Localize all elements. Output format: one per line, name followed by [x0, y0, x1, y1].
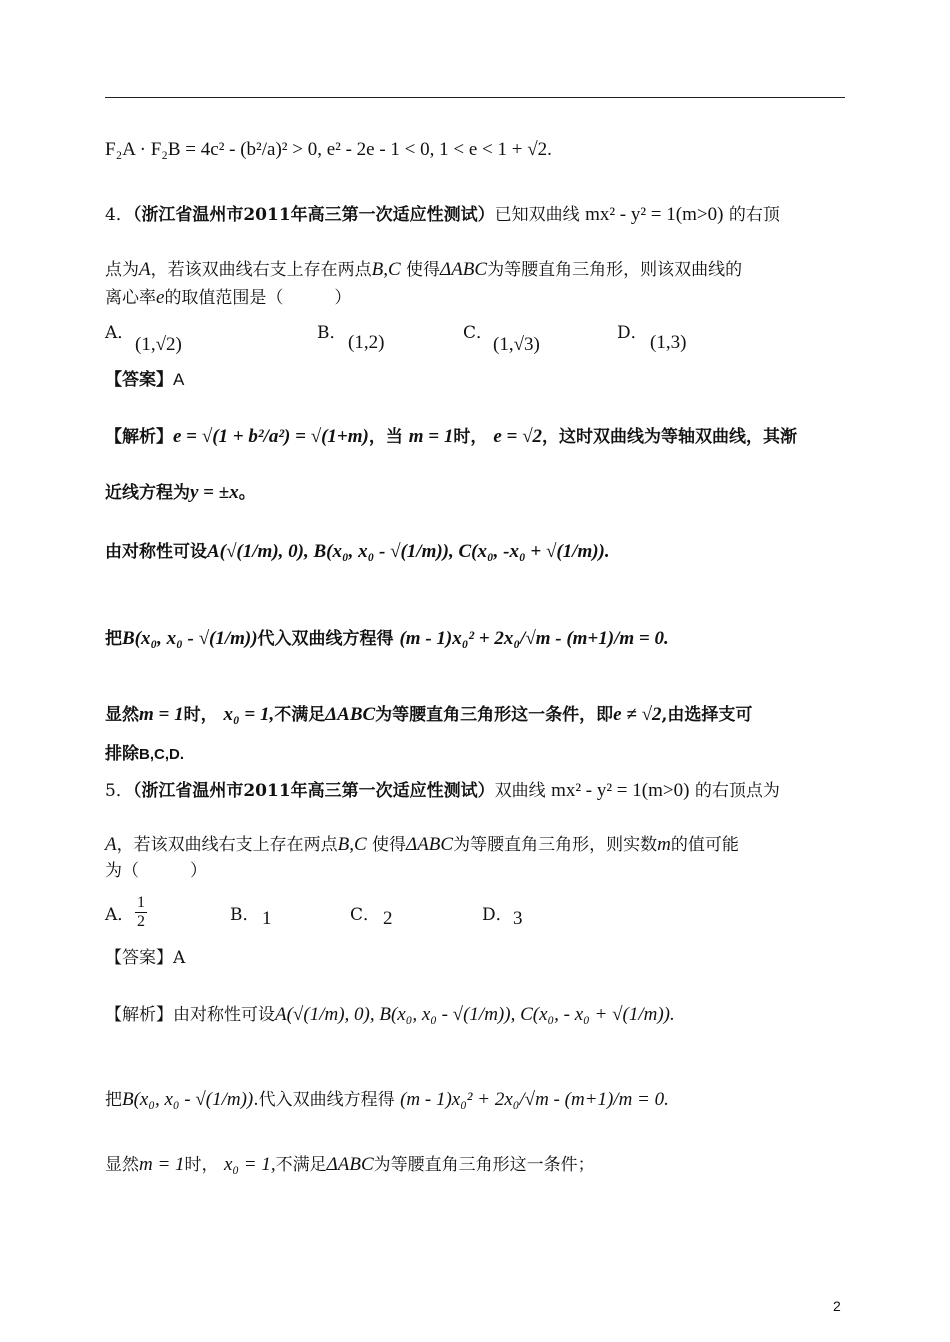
- q4-conclusion-line2: [105, 741, 850, 768]
- q4-analysis-text-3: ，这时双曲线为等轴双曲线，其渐: [542, 427, 797, 447]
- q4-stem-text: 已知双曲线: [494, 205, 580, 225]
- question-5-line2: [105, 830, 850, 860]
- q4-line2-text-4: 为等腰直角三角形，则该双曲线的: [487, 260, 743, 280]
- q4-m-equals-1: m = 1: [408, 426, 454, 447]
- q5-option-a-value: [135, 894, 147, 930]
- q4-period: 。: [238, 483, 256, 503]
- top-formula-text: F₂A · F₂B = 4c² - (b²/a)² > 0, e² - 2e - 1 < 0, 1 < e < 1 + √2.: [105, 139, 552, 160]
- q5-option-b-value: 1: [262, 908, 272, 929]
- q4-eccentricity-e: e: [156, 287, 165, 308]
- q5-line2-text-2: 使得: [372, 835, 407, 855]
- q5-line3-text: 为（ ）: [105, 861, 207, 881]
- q4-e-sqrt2: e = √2: [493, 426, 542, 447]
- q4-symmetry-points: A(√(1/m), 0), B(x₀, x₀ - √(1/m)), C(x₀, -x₀ + √(1/m)).: [207, 541, 610, 562]
- q5-stem-text-2: 的右顶点为: [694, 781, 780, 801]
- q4-analysis-text-2: 时，: [453, 427, 488, 447]
- q5-conclusion-text-4: 为等腰直角三角形这一条件；: [373, 1155, 595, 1175]
- q4-option-a-value: (1,√2): [135, 334, 182, 355]
- q4-conclusion-triangle: ΔABC: [325, 704, 376, 725]
- q4-line3-text: 离心率: [105, 288, 156, 308]
- q5-analysis-line: [105, 1000, 850, 1030]
- q4-conclusion-e: e ≠ √2: [613, 704, 662, 725]
- q4-conclusion-m: m = 1: [139, 704, 184, 725]
- q4-asymptote-text: 近线方程为: [105, 483, 190, 503]
- q5-conclusion-line: [105, 1150, 850, 1180]
- q4-answer: [105, 366, 850, 394]
- q4-option-d-value: (1,3): [650, 332, 687, 353]
- q4-conclusion-line: [105, 700, 850, 730]
- q5-options: [105, 894, 850, 944]
- q4-option-c-label: C．: [463, 323, 494, 343]
- q5-analysis-tag: 【解析】: [105, 1005, 173, 1025]
- q4-triangle-ABC: ΔABC: [440, 259, 488, 280]
- q4-substitute-text: 把: [105, 629, 122, 649]
- q5-triangle-ABC: ΔABC: [406, 834, 454, 855]
- q4-source: （浙江省温州市2011年高三第一次适应性测试）: [132, 205, 495, 225]
- q5-option-c-value: 2: [383, 908, 393, 929]
- q4-analysis-line1: [105, 422, 850, 452]
- q5-substitute-text: 把: [105, 1090, 122, 1110]
- q5-symmetry-text: 由对称性可设: [173, 1005, 275, 1025]
- q5-line2-text: ，若该双曲线右支上存在两点: [116, 835, 338, 855]
- page-number: 2: [833, 1298, 841, 1314]
- q5-substitute-line: [105, 1085, 850, 1115]
- q5-substitute-equation: (m - 1)x₀² + 2x₀/√m - (m+1)/m = 0.: [400, 1089, 669, 1110]
- q4-option-d-label: D．: [617, 323, 648, 343]
- q5-conclusion-m: m = 1: [139, 1154, 185, 1175]
- q5-vertex-A: A: [105, 834, 117, 855]
- q4-conclusion-text-4: 为等腰直角三角形这一条件，即: [375, 705, 614, 725]
- q5-conclusion-x0: x₀ = 1,: [223, 1154, 276, 1175]
- question-5-line3: [105, 858, 850, 885]
- top-formula: [105, 135, 850, 165]
- q4-conclusion-text: 显然: [105, 705, 139, 725]
- q4-conclusion-text-2: 时，: [183, 705, 218, 725]
- q4-line2-text: 点为: [105, 260, 139, 280]
- q4-stem-text-2: 的右顶: [728, 205, 780, 225]
- q5-line2-text-4: 的值可能: [670, 835, 739, 855]
- q4-options: [105, 320, 850, 360]
- q4-substitute-line: [105, 624, 850, 654]
- q5-option-d-value: 3: [513, 908, 523, 929]
- q5-substitute-point: B(x₀, x₀ - √(1/m)): [122, 1089, 254, 1110]
- q5-substitute-text-2: .代入双曲线方程得: [253, 1090, 395, 1110]
- q5-hyperbola-equation: mx² - y² = 1(m>0): [551, 780, 690, 801]
- q5-conclusion-text-2: 时，: [184, 1155, 219, 1175]
- q4-line2-text-3: 使得: [406, 260, 441, 280]
- q4-symmetry-line: [105, 537, 850, 567]
- q4-answer-value: A: [173, 370, 185, 389]
- q5-conclusion-text-3: 不满足: [275, 1155, 327, 1175]
- question-4-line2: [105, 255, 850, 285]
- q4-exclude-text: 排除: [105, 744, 139, 764]
- q4-option-a-label: A．: [105, 323, 135, 343]
- q5-conclusion-triangle: ΔABC: [326, 1154, 374, 1175]
- q5-stem-text: 双曲线: [494, 781, 546, 801]
- q4-points-BC: B,C: [371, 259, 401, 280]
- q5-symmetry-points: A(√(1/m), 0), B(x₀, x₀ - √(1/m)), C(x₀, - x₀ + √(1/m)).: [275, 1004, 675, 1025]
- question-4-stem: [105, 200, 850, 230]
- q5-answer: [105, 945, 850, 972]
- q4-substitute-equation: (m - 1)x₀² + 2x₀/√m - (m+1)/m = 0.: [399, 628, 669, 649]
- q5-answer-value: A: [173, 948, 186, 968]
- q5-points-BC: B,C: [337, 834, 367, 855]
- q4-excluded-options: B,C,D.: [139, 746, 184, 763]
- q4-analysis-line2: [105, 478, 850, 508]
- q4-asymptote-equation: y = ±x: [190, 482, 239, 503]
- q5-source: （浙江省温州市2011年高三第一次适应性测试）: [132, 781, 495, 801]
- q4-analysis-text: ，当: [368, 427, 403, 447]
- q4-substitute-text-2: 代入双曲线方程得: [257, 629, 394, 649]
- q4-eccentricity-formula: e = √(1 + b²/a²) = √(1+m): [173, 426, 369, 447]
- q4-option-b-value: (1,2): [348, 332, 385, 353]
- q4-hyperbola-equation: mx² - y² = 1(m>0): [585, 204, 724, 225]
- q4-option-c-value: (1,√3): [493, 334, 540, 355]
- header-rule: [105, 97, 845, 98]
- q4-answer-tag: 【答案】: [105, 370, 173, 390]
- q5-option-a-denominator: 2: [137, 912, 145, 930]
- q5-option-a-label: A．: [105, 905, 135, 925]
- q5-m: m: [657, 834, 671, 855]
- q4-option-b-label: B．: [317, 323, 347, 343]
- q5-option-b-label: B．: [230, 905, 260, 925]
- q4-symmetry-text: 由对称性可设: [105, 542, 207, 562]
- q4-line2-text-2: ，若该双曲线右支上存在两点: [150, 260, 372, 280]
- q4-conclusion-text-3: 不满足: [274, 705, 326, 725]
- q4-number: 4．: [105, 205, 133, 225]
- q5-option-a-numerator: 1: [137, 894, 145, 911]
- q5-line2-text-3: 为等腰直角三角形，则实数: [453, 835, 658, 855]
- q4-conclusion-text-5: ,由选择支可: [661, 705, 753, 725]
- q5-conclusion-text: 显然: [105, 1155, 139, 1175]
- q5-number: 5．: [105, 781, 133, 801]
- q4-analysis-tag: 【解析】: [105, 427, 173, 447]
- q5-option-d-label: D．: [482, 905, 513, 925]
- question-5-stem: [105, 776, 850, 806]
- question-4-line3: [105, 283, 850, 313]
- q5-option-c-label: C．: [350, 905, 381, 925]
- q4-line3-text-2: 的取值范围是（ ）: [164, 288, 352, 308]
- q4-conclusion-x0: x₀ = 1,: [223, 704, 275, 725]
- q4-vertex-A: A: [139, 259, 151, 280]
- q5-answer-tag: 【答案】: [105, 948, 173, 968]
- q4-substitute-point: B(x₀, x₀ - √(1/m)): [122, 628, 258, 649]
